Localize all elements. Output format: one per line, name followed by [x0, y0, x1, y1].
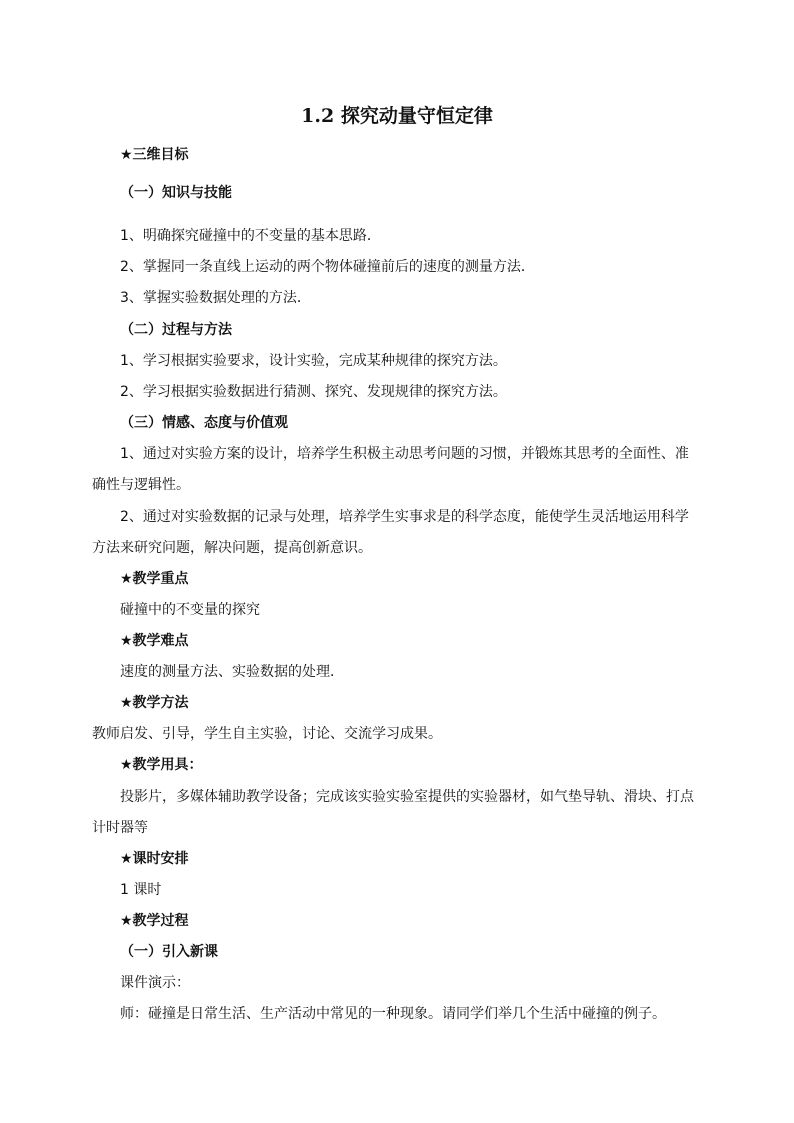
paragraph-continuation: 方法来研究问题，解决问题，提高创新意识。: [92, 540, 372, 556]
document-title: 1.2 探究动量守恒定律: [301, 105, 493, 127]
subsection-heading: （一）知识与技能: [120, 185, 232, 201]
section-heading: ★教学重点: [120, 571, 189, 587]
paragraph: 2、学习根据实验数据进行猜测、探究、发现规律的探究方法。: [120, 384, 507, 400]
subsection-heading: （三）情感、态度与价值观: [120, 415, 288, 431]
paragraph: 投影片，多媒体辅助教学设备；完成该实验实验室提供的实验器材，如气垫导轨、滑块、打点: [120, 789, 694, 805]
paragraph-continuation: 确性与逻辑性。: [92, 477, 190, 493]
paragraph: 1、学习根据实验要求，设计实验，完成某种规律的探究方法。: [120, 353, 507, 369]
subsection-heading: （一）引入新课: [120, 944, 218, 960]
section-heading: ★教学难点: [120, 633, 189, 649]
paragraph: 2、通过对实验数据的记录与处理，培养学生实事求是的科学态度，能使学生灵活地运用科学: [120, 509, 689, 525]
section-heading: ★教学方法: [120, 695, 189, 711]
paragraph: 1 课时: [120, 882, 162, 898]
section-heading: ★三维目标: [120, 147, 189, 163]
paragraph: 碰撞中的不变量的探究: [120, 602, 260, 618]
paragraph: 1、通过对实验方案的设计，培养学生积极主动思考问题的习惯，并锻炼其思考的全面性、准: [120, 446, 689, 462]
subsection-heading: （二）过程与方法: [120, 322, 232, 338]
section-heading: ★教学用具：: [120, 757, 203, 773]
section-heading: ★课时安排: [120, 851, 189, 867]
paragraph: 3、掌握实验数据处理的方法．: [120, 290, 311, 306]
section-heading: ★教学过程: [120, 913, 189, 929]
paragraph: 师：碰撞是日常生活、生产活动中常见的一种现象。请同学们举几个生活中碰撞的例子。: [120, 1006, 666, 1022]
paragraph: 速度的测量方法、实验数据的处理．: [120, 664, 344, 680]
paragraph: 教师启发、引导，学生自主实验，讨论、交流学习成果。: [92, 726, 442, 742]
paragraph: 课件演示：: [120, 975, 190, 991]
paragraph-continuation: 计时器等: [92, 820, 148, 836]
paragraph: 1、明确探究碰撞中的不变量的基本思路．: [120, 228, 381, 244]
paragraph: 2、掌握同一条直线上运动的两个物体碰撞前后的速度的测量方法．: [120, 259, 535, 275]
